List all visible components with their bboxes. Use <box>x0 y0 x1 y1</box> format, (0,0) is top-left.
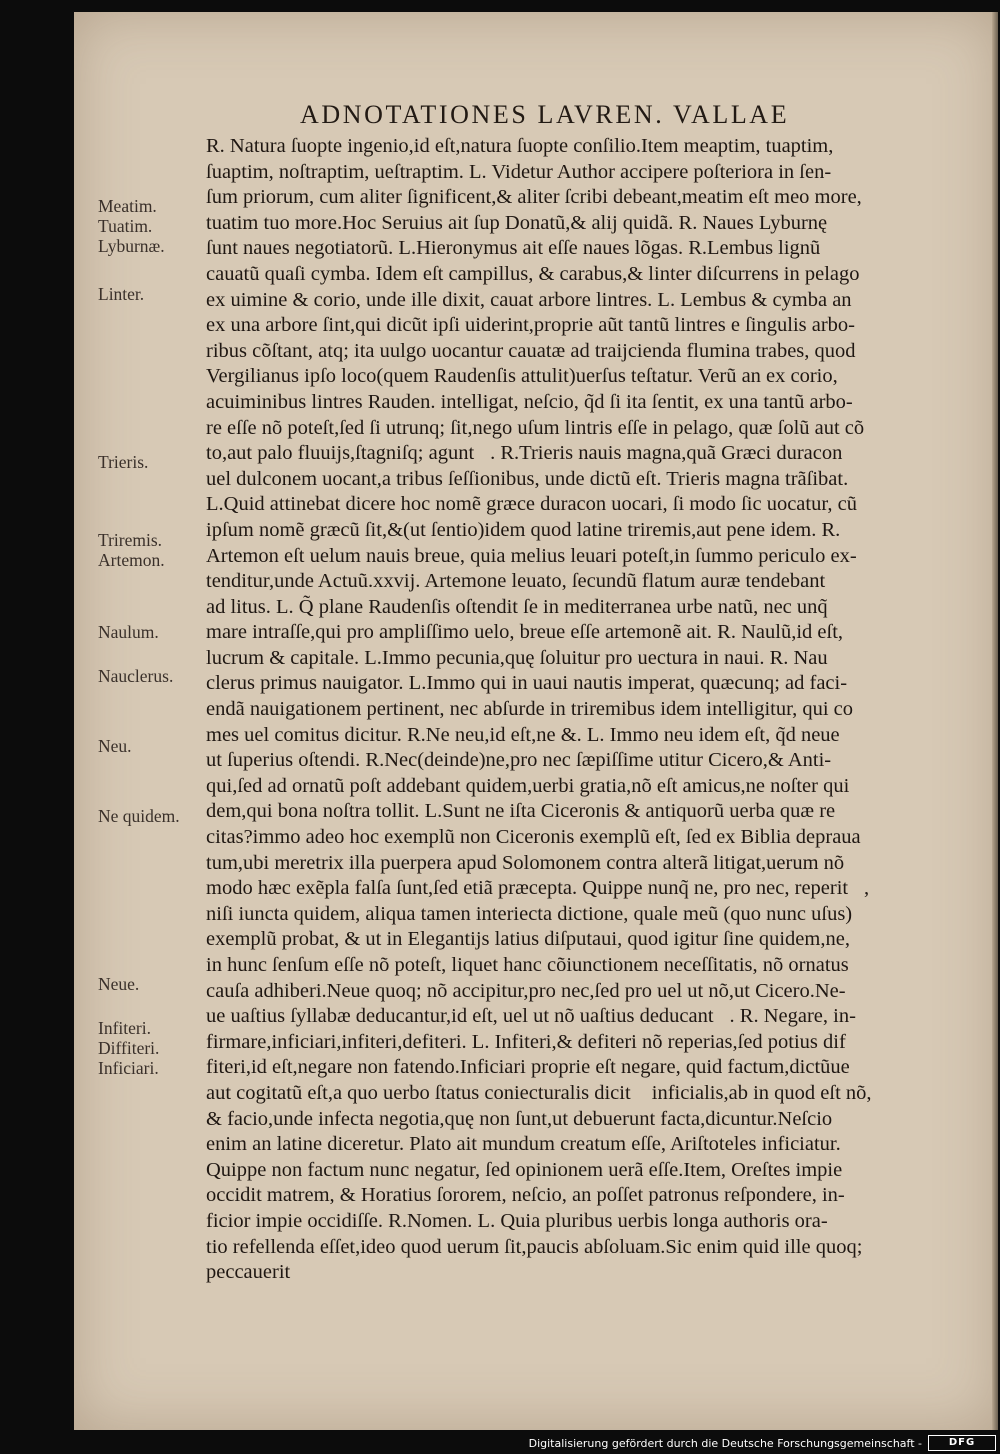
margin-note: Tuatim. <box>98 216 153 236</box>
margin-note: Nauclerus. <box>98 666 174 686</box>
main-text <box>206 134 918 1286</box>
text-line: ſum priorum, cum aliter ſignificent,& aliter ſcribi debeant,meatim eſt meo more, <box>206 186 862 209</box>
text-line: exemplũ probat, & ut in Elegantijs latius diſputaui, quod igitur ſine quidem,ne, <box>206 928 850 951</box>
text-line: fiteri,id eſt,negare non fatendo.Inficiari proprie eſt negare, quid factum,dictũue <box>206 1056 850 1079</box>
text-line: ribus cõſtant, atq; ita uulgo uocantur cauatæ ad traijcienda flumina trabes, quod <box>206 339 856 362</box>
margin-note: Triremis. <box>98 530 163 550</box>
margin-note: Meatim. <box>98 196 157 216</box>
text-line: ex una arbore ſint,qui dicũt ipſi uiderint,proprie aũt tantũ lintres e ſingulis arbo- <box>206 314 856 337</box>
text-line: Artemon eſt uelum nauis breue, quia melius leuari poteſt,in ſummo periculo ex- <box>206 544 857 567</box>
margin-note: Ne quidem. <box>98 806 180 826</box>
text-line: mes uel comitus dicitur. R.Ne neu,id eſt,ne &. L. Immo neu idem eſt, q̃d neue <box>206 723 840 746</box>
page-edge <box>992 12 998 1430</box>
text-line: L.Quid attinebat dicere hoc nomẽ græce duracon uocari, ſi modo ſic uocatur, cũ <box>206 493 857 516</box>
text-line: acuiminibus lintres Rauden. intelligat, neſcio, q̃d ſi ita ſentit, ex una tantũ arbo- <box>206 390 853 413</box>
text-line: endã nauigationem pertinent, nec abſurde in triremibus idem intelligitur, qui co <box>206 698 854 721</box>
margin-note: Infiteri. <box>98 1018 151 1038</box>
text-line: Quippe non factum nunc negatur, ſed opinionem uerã eſſe.Item, Oreſtes impie <box>206 1158 843 1181</box>
text-line: in hunc ſenſum eſſe nõ poteſt, liquet hanc cõiunctionem neceſſitatis, nõ ornatus <box>206 954 849 976</box>
margin-note: Linter. <box>98 284 145 304</box>
text-line: ficior impie occidiſſe. R.Nomen. L. Quia pluribus uerbis longa authoris ora- <box>206 1209 828 1232</box>
text-line: occidit matrem, & Horatius ſororem, neſcio, an poſſet patronus reſpondere, in- <box>206 1184 845 1207</box>
text-line: Vergilianus ipſo loco(quem Raudenſis attulit)uerſus teſtatur. Verũ an ex corio, <box>206 365 838 388</box>
text-line: cauſa adhiberi.Neue quoq; nõ accipitur,pro nec,ſed pro uel ut nõ,ut Cicero.Ne- <box>206 979 846 1002</box>
text-line: mare intraſſe,qui pro ampliſſimo uelo, breue eſſe artemonẽ ait. R. Naulũ,id eſt, <box>206 621 844 644</box>
text-line: cauatũ quaſi cymba. Idem eſt campillus, & carabus,& linter diſcurrens in pelago <box>206 262 860 285</box>
text-line: tenditur,unde Actuũ.xxvij. Artemone leuato, ſecundũ flatum auræ tendebant <box>206 570 826 593</box>
margin-note: Trieris. <box>98 452 149 472</box>
text-line: ut ſuperius oſtendi. R.Nec(deinde)ne,pro nec ſæpiſſime utitur Cicero,& Anti- <box>206 749 832 772</box>
margin-note: Neu. <box>98 736 132 756</box>
text-line: dem,qui bona noſtra tollit. L.Sunt ne iſta Ciceronis & antiquorũ uerba quæ re <box>206 800 836 823</box>
text-line: ad litus. L. Q̃ plane Raudenſis oſtendit ſe in mediterranea urbe natũ, nec unq̃ <box>206 595 828 618</box>
text-line: ex uimine & corio, unde ille dixit, cauat arbore lintres. L. Lembus & cymba an <box>206 288 852 311</box>
text-line: ue uaſtius ſyllabæ deducantur,id eſt, uel ut nõ uaſtius deducantᷣ. R. Negare, in- <box>206 1005 856 1028</box>
text-line: enim an latine diceretur. Plato ait mundum creatum eſſe, Ariſtoteles inficiatur. <box>206 1133 841 1156</box>
margin-note: Lyburnæ. <box>98 236 165 256</box>
margin-note: Artemon. <box>98 550 165 570</box>
text-line: to,aut palo fluuijs,ſtagniſq; aguntᷣ. R.Trieris nauis magna,quã Græci duracon <box>206 442 843 465</box>
margin-note: Diffiteri. <box>98 1038 160 1058</box>
text-line: niſi iuncta quidem, aliqua tamen interiecta dictione, quale meũ (quo nunc uſus) <box>206 902 853 925</box>
text-line: ſuaptim, noſtraptim, ueſtraptim. L. Videtur Author accipere poſteriora in ſen- <box>206 160 832 183</box>
text-line: tum,ubi meretrix illa puerpera apud Solomonem contra alterã litigat,uerum nõ <box>206 851 845 874</box>
text-line: modo hæc exẽpla falſa ſunt,ſed etiã præcepta. Quippe nunq̃ ne, pro nec, reperitᷣ, <box>206 877 870 900</box>
text-line: clerus primus nauigator. L.Immo qui in uaui nautis imperat, quæcunq; ad faci- <box>206 672 848 695</box>
text-line: aut cogitatũ eſt,a quo uerbo ſtatus coniecturalis dicitᷣ inficialis,ab in quod eſt nõ, <box>206 1081 872 1104</box>
running-head: ADNOTATIONES LAVREN. VALLAE <box>300 100 790 129</box>
text-line: re eſſe nõ poteſt,ſed ſi utrunq; ſit,nego uſum lintris eſſe in pelago, quæ ſolũ aut cõ <box>206 416 865 439</box>
text-line: tuatim tuo more.Hoc Seruius ait ſup Donatũ,& alij quidã. R. Naues Lyburnę <box>206 211 828 234</box>
text-line: peccauerit <box>206 1261 291 1284</box>
text-line: citas?immo adeo hoc exemplũ non Ciceronis exemplũ eſt, ſed ex Biblia deprauа <box>206 826 861 849</box>
text-line: ſunt naues negotiatorũ. L.Hieronymus ait eſſe naues lõgas. R.Lembus lignũ <box>206 237 821 260</box>
text-line: lucrum & capitale. L.Immo pecunia,quę ſoluitur pro uectura in naui. R. Nau <box>206 646 828 669</box>
text-line: tio refellenda eſſet,ideo quod uerum ſit,paucis abſoluam.Sic enim quid ille quoq; <box>206 1235 863 1258</box>
text-line: & facio,unde infecta negotia,quę non ſunt,ut debuerunt facta,dicuntur.Neſcio <box>206 1107 833 1130</box>
text-line: R. Natura ſuopte ingenio,id eſt,natura ſuopte conſilio.Item meaptim, tuaptim, <box>206 135 834 157</box>
margin-note: Neue. <box>98 974 140 994</box>
margin-note: Naulum. <box>98 622 159 642</box>
margin-note: Inficiari. <box>98 1058 159 1078</box>
dfg-logo: DFG <box>928 1435 996 1451</box>
text-line: ipſum nomẽ græcũ ſit,&(ut ſentio)idem quod latine triremis,aut pene idem. R. <box>206 518 841 541</box>
digitization-credit: Digitalisierung gefördert durch die Deutsche Forschungsgemeinschaft - <box>528 1437 922 1450</box>
text-line: uel dulconem uocant,a tribus ſeſſionibus, unde dictũ eſt. Trieris magna trãſibat. <box>206 467 849 490</box>
text-line: firmare,inficiari,infiteri,defiteri. L. Infiteri,& defiteri nõ reperias,ſed potius dif <box>206 1030 846 1053</box>
text-line: qui,ſed ad ornatũ poſt addebant quidem,uerbi gratia,nõ eſt amicus,ne noſter qui <box>206 774 850 797</box>
